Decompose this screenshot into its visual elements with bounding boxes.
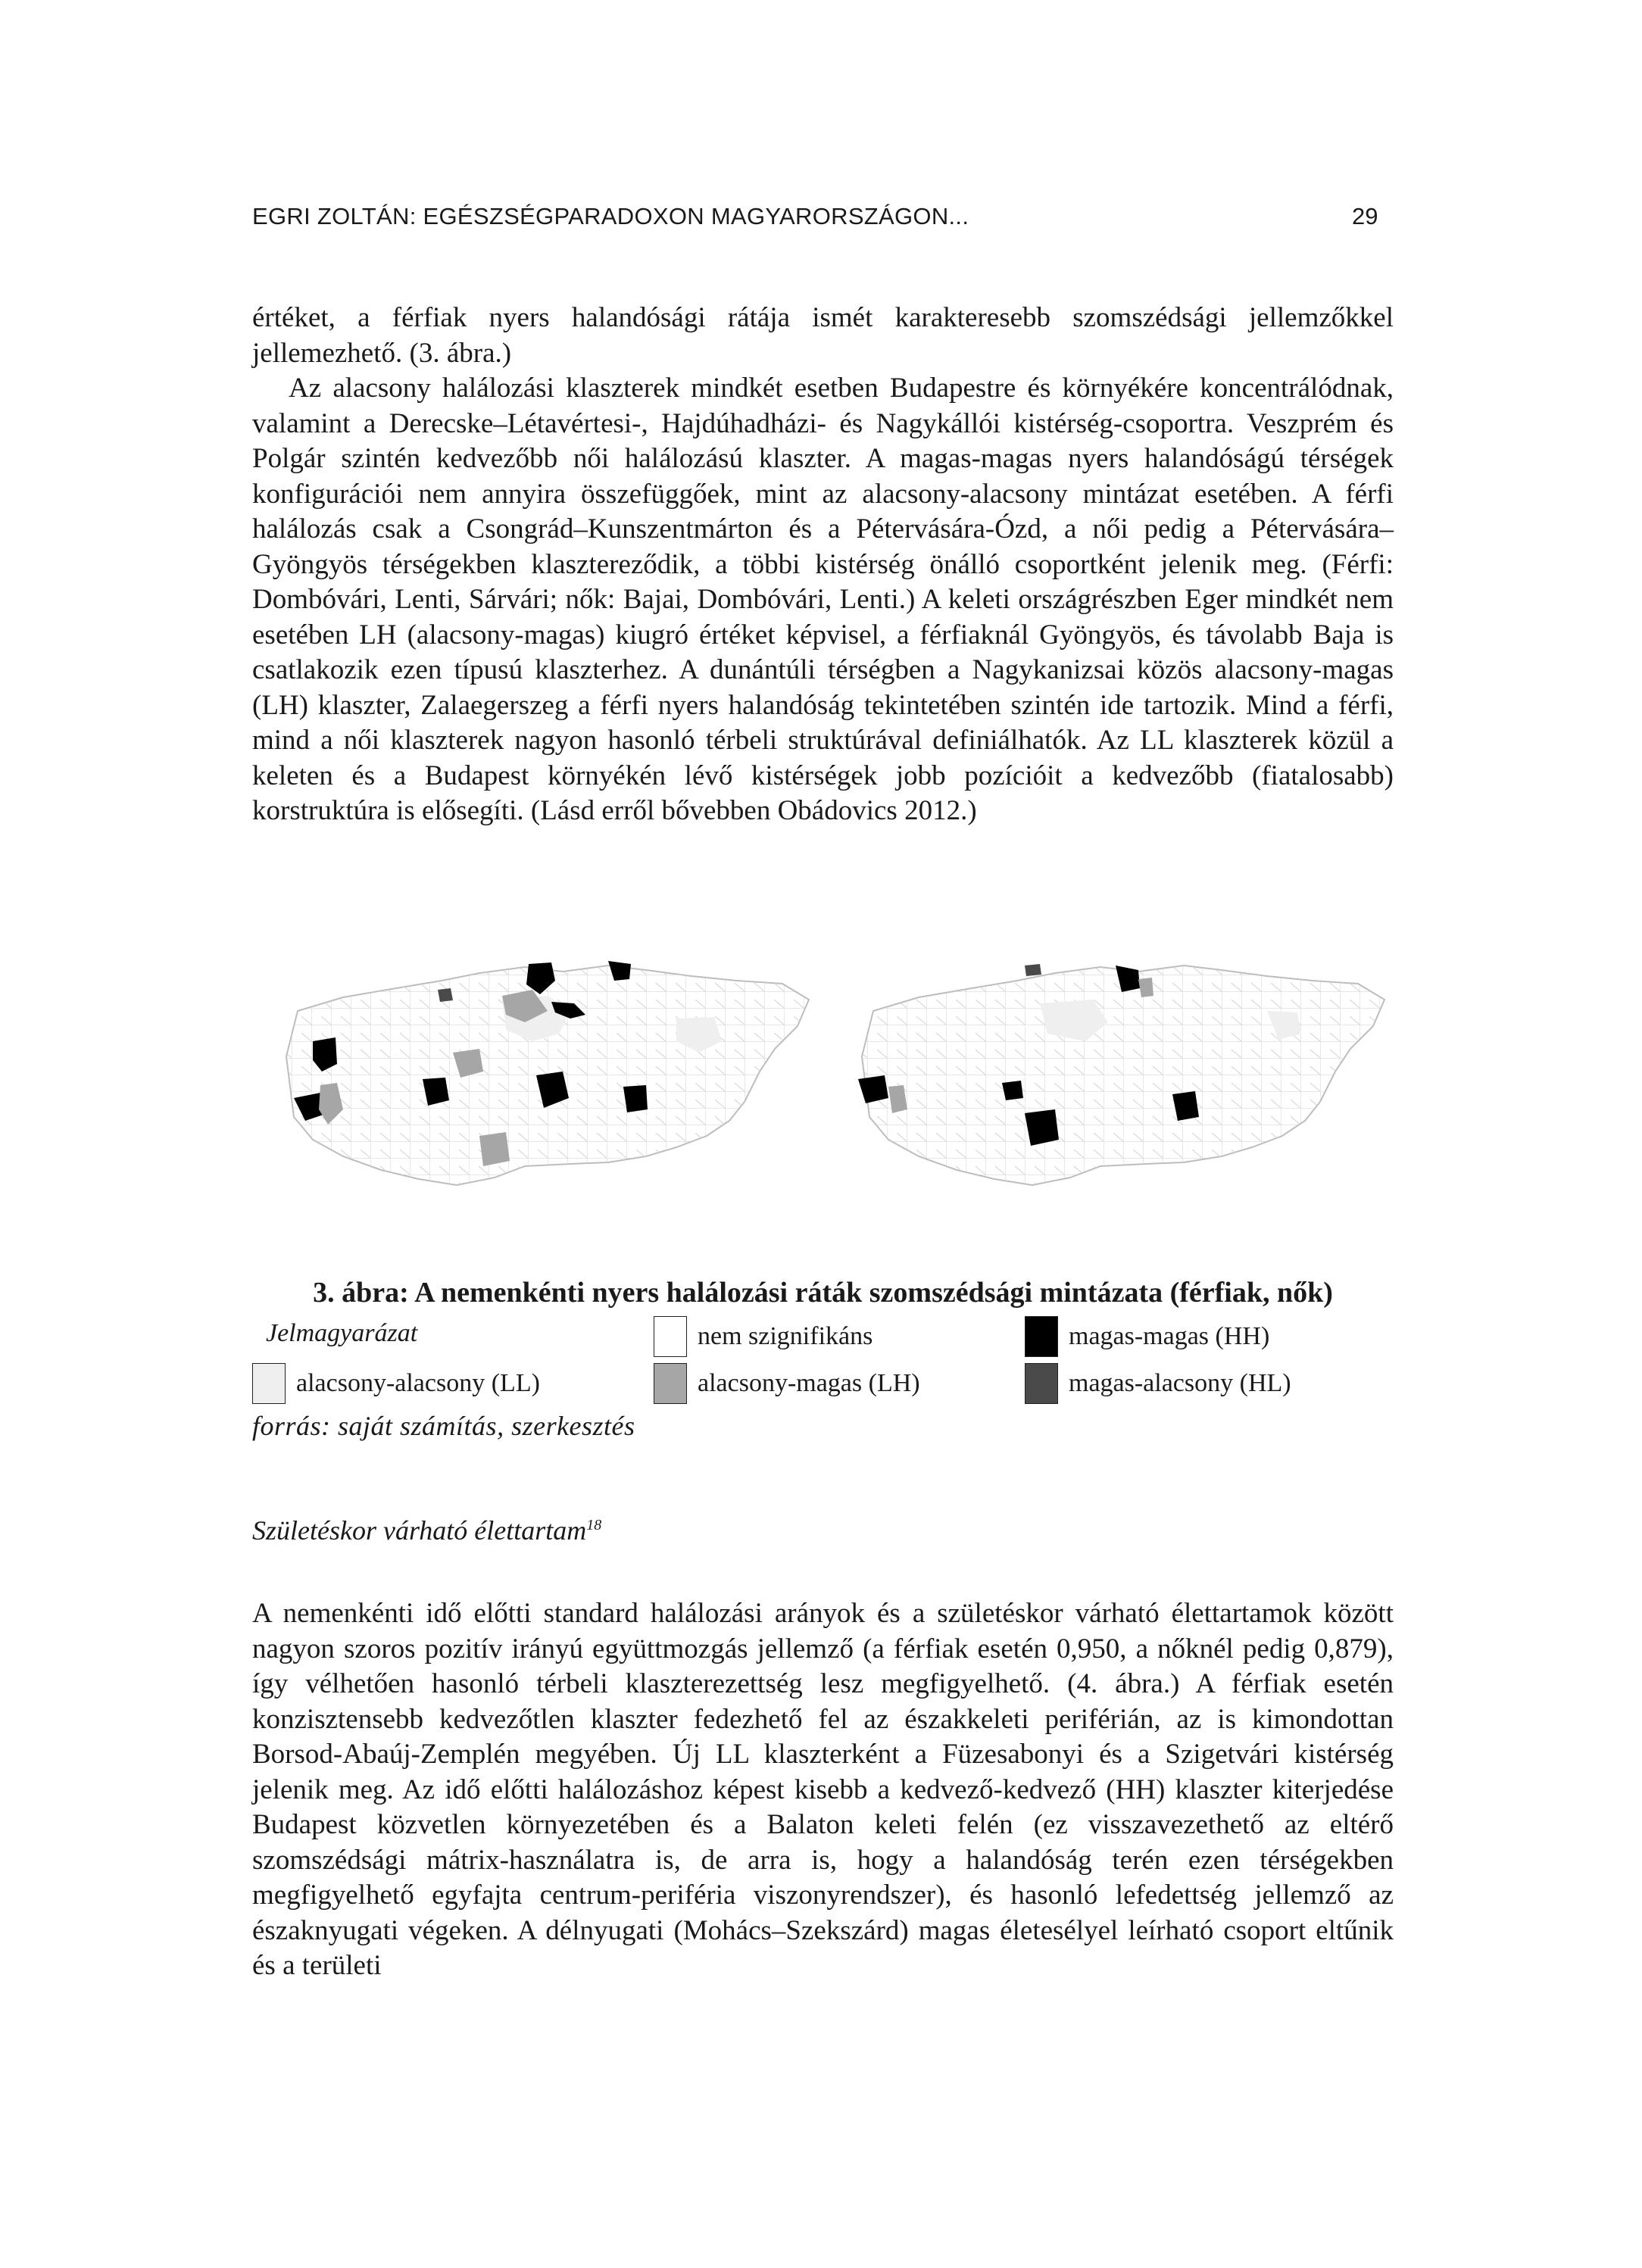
region-hh-8 <box>623 1085 648 1112</box>
map-women <box>858 964 1384 1185</box>
legend-swatch <box>252 1363 286 1404</box>
map-men <box>286 961 809 1185</box>
legend-label: nem szignifikáns <box>698 1322 873 1350</box>
legend-item-lh <box>654 1363 920 1404</box>
body-text-bottom <box>252 1596 1394 1984</box>
paragraph: A nemenkénti idő előtti standard halálozási arányok és a születéskor várható élettartamok között nagyon szoros pozitív irányú együttmozgás jellemző (a férfiak esetén 0,950, a nőknél pedig 0,879), így vélhetően hasonló térbeli klaszterezettség lesz megfigyelhető. (4. ábra.) A férfiak esetén konzisztensebb kedvezőtlen klaszter fedezhető fel az északkeleti periférián, az is kimondottan Borsod-Abaúj-Zemplén megyében. Új LL klaszterként a Füzesabonyi és a Szigetvári kistérség jelenik meg. Az idő előtti halálozáshoz képest kisebb a kedvező-kedvező (HH) klaszter kiterjedése Budapest közvetlen környezetében és a Balaton keleti felén (ez visszavezethető az eltérő szomszédsági mátrix-használatra is, de arra is, hogy a halandóság terén ezen térségekben megfigyelhető egyfajta centrum-periféria viszonyrendszer), és hasonló lefedettség jellemző az északnyugati végeken. A délnyugati (Mohács–Szekszárd) magas életesélyel leírható csoport eltűnik és a területi <box>252 1598 1394 1981</box>
section-heading <box>252 1515 601 1546</box>
legend-item-hh <box>1025 1316 1269 1357</box>
legend-label: magas-magas (HH) <box>1069 1322 1270 1350</box>
region-hh-w3 <box>1002 1081 1023 1100</box>
figure-source: forrás: saját számítás, szerkesztés <box>252 1411 635 1441</box>
legend-label: magas-alacsony (HL) <box>1069 1369 1291 1397</box>
legend-swatch <box>654 1316 687 1357</box>
legend-item-ll <box>252 1363 540 1404</box>
paragraph: értéket, a férfiak nyers halandósági rátája ismét karakteresebb szomszédsági jellemzőkkel jellemezhető. (3. ábra.) <box>252 302 1394 369</box>
figure-caption: 3. ábra: A nemenkénti nyers halálozási ráták szomszédsági mintázata (férfiak, nők) <box>313 1277 1333 1309</box>
legend-label: alacsony-alacsony (LL) <box>296 1369 540 1397</box>
region-hh-w4 <box>1025 1109 1059 1146</box>
page-number: 29 <box>1352 203 1378 229</box>
legend-item-not-significant <box>654 1316 873 1357</box>
legend-swatch <box>1025 1316 1058 1357</box>
section-heading-text: Születéskor várható élettartam <box>252 1515 587 1546</box>
region-hl-w1 <box>1025 964 1041 976</box>
legend-item-hl <box>1025 1363 1291 1404</box>
region-hl-1 <box>438 988 453 1002</box>
legend-swatch <box>1025 1363 1058 1404</box>
paragraph: Az alacsony halálozási klaszterek mindkét esetben Budapestre és környékére koncentrálódnak, valamint a Derecske–Létavértesi-, Hajdúhadházi- és Nagykállói kistérség-csoportra. Veszprém és Polgár szintén kedvezőbb női halálozású klaszter. A magas-magas nyers halandóságú térségek konfigurációi nem annyira összefüggőek, mint az alacsony-alacsony mintázat esetében. A férfi halálozás csak a Csongrád–Kunszentmárton és a Pétervására-Ózd, a női pedig a Pétervására–Gyöngyös térségekben klasztereződik, a többi kistérség önálló csoportként jelenik meg. (Férfi: Dombóvári, Lenti, Sárvári; nők: Bajai, Dombóvári, Lenti.) A keleti országrészben Eger mindkét nem esetében LH (alacsony-magas) kiugró értéket képvisel, a férfiaknál Gyöngyös, és távolabb Baja is csatlakozik ezen típusú klaszterhez. A dunántúli térségben a Nagykanizsai közös alacsony-magas (LH) klaszter, Zalaegerszeg a férfi nyers halandóság tekintetében szintén ide tartozik. Mind a férfi, mind a női klaszterek nagyon hasonló térbeli struktúrával definiálhatók. Az LL klaszterek közül a keleten és a Budapest környékén lévő kistérségek jobb pozícióit a kedvezőbb (fiatalosabb) korstruktúra is elősegíti. (Lásd erről bővebben Obádovics 2012.) <box>252 373 1394 826</box>
footnote-mark: 18 <box>586 1517 602 1533</box>
legend-swatch <box>654 1363 687 1404</box>
legend-title: Jelmagyarázat <box>266 1319 418 1347</box>
body-text-top <box>252 301 1394 829</box>
running-title: EGRI ZOLTÁN: EGÉSZSÉGPARADOXON MAGYARORSZÁGON... <box>252 203 969 229</box>
legend-label: alacsony-magas (LH) <box>698 1369 920 1397</box>
region-lh-4 <box>479 1132 510 1166</box>
cluster-maps-figure <box>252 958 1394 1208</box>
